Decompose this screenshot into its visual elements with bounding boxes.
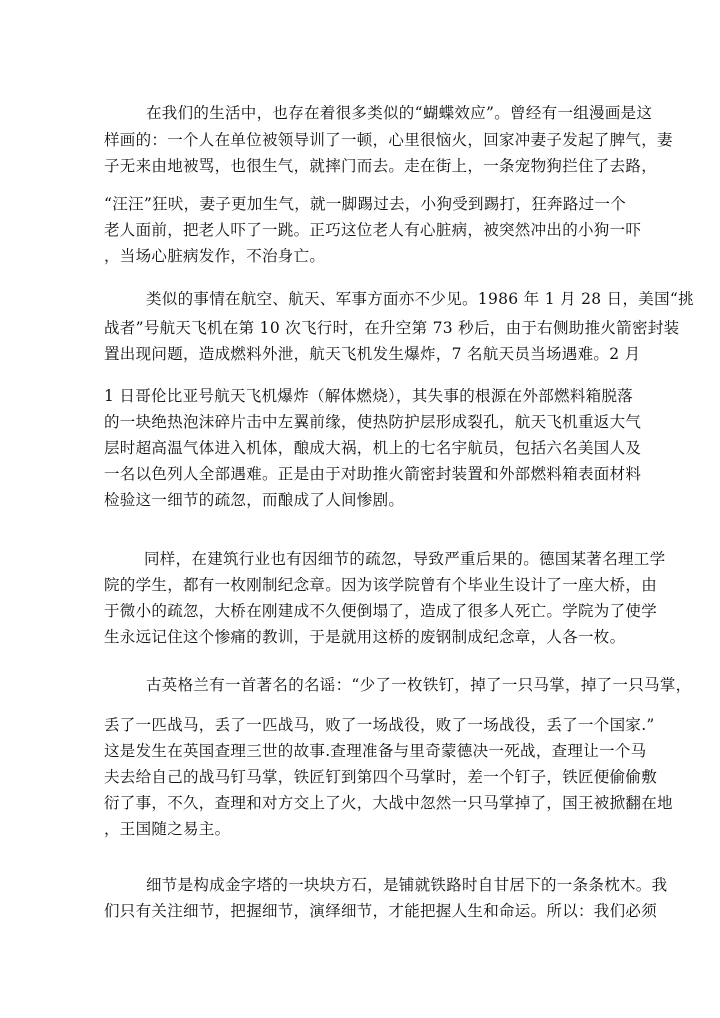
text-line: 同样，在建筑行业也有因细节的疏忽，导致严重后果的。德国某著名理工学	[144, 550, 666, 568]
text-line: 们只有关注细节，把握细节，演绎细节，才能把握人生和命运。所以：我们必须	[104, 902, 658, 920]
text-line: 检验这一细节的疏忽，而酿成了人间惨剧。	[104, 491, 405, 509]
text-line: 生永远记住这个惨痛的教训，于是就用这桥的废钢制成纪念章，人各一枚。	[104, 628, 626, 646]
text-line: 院的学生，都有一枚刚制纪念章。因为该学院曾有个毕业生设计了一座大桥，由	[104, 576, 658, 594]
text-line: 夫去给自己的战马钉马掌，铁匠钉到第四个马掌时，差一个钉子，铁匠便偷偷敷	[104, 768, 658, 786]
text-line: 战者”号航天飞机在第 10 次飞行时，在升空第 73 秒后，由于右侧助推火箭密封装	[104, 319, 680, 337]
text-line: 置出现问题，造成燃料外泄，航天飞机发生爆炸，7 名航天员当场遇难。2 月	[104, 345, 641, 363]
text-line: 于微小的疏忽，大桥在刚建成不久便倒塌了，造成了很多人死亡。学院为了使学	[104, 602, 658, 620]
text-line: 类似的事情在航空、航天、军事方面亦不少见。1986 年 1 月 28 日，美国“挑	[146, 290, 694, 308]
text-line: 这是发生在英国查理三世的故事.查理准备与里奇蒙德决一死战，查理让一个马	[104, 742, 647, 760]
text-line: 衍了事，不久，查理和对方交上了火，大战中忽然一只马掌掉了，国王被掀翻在地	[104, 794, 673, 812]
text-line: ，当场心脏病发作，不治身亡。	[104, 247, 326, 265]
text-line: “汪汪”狂吠，妻子更加生气，就一脚踢过去，小狗受到踢打，狂奔路过一个	[104, 195, 627, 213]
text-line: ，王国随之易主。	[104, 820, 231, 838]
text-line: 1 日哥伦比亚号航天飞机爆炸（解体燃烧），其失事的根源在外部燃料箱脱落	[104, 387, 634, 405]
text-line: 子无来由地被骂，也很生气，就摔门而去。走在街上，一条宠物狗拦住了去路，	[104, 157, 658, 175]
text-line: 的一块绝热泡沫碎片击中左翼前缘，使热防护层形成裂孔，航天飞机重返大气	[104, 413, 642, 431]
text-line: 样画的：一个人在单位被领导训了一顿，心里很恼火，回家冲妻子发起了脾气，妻	[104, 131, 673, 149]
text-line: 老人面前，把老人吓了一跳。正巧这位老人有心脏病，被突然冲出的小狗一吓	[104, 221, 642, 239]
text-line: 在我们的生活中，也存在着很多类似的“蝴蝶效应”。曾经有一组漫画是这	[146, 104, 653, 122]
text-line: 古英格兰有一首著名的名谣：“少了一枚铁钉，掉了一只马掌，掉了一只马掌，	[146, 676, 692, 694]
text-line: 丢了一匹战马，丢了一匹战马，败了一场战役，败了一场战役，丢了一个国家.”	[104, 716, 655, 734]
text-line: 细节是构成金字塔的一块块方石，是铺就铁路时自甘居下的一条条枕木。我	[146, 876, 668, 894]
text-line: 层时超高温气体进入机体，酿成大祸，机上的七名宇航员，包括六名美国人及	[104, 439, 642, 457]
text-line: 一名以色列人全部遇难。正是由于对助推火箭密封装置和外部燃料箱表面材料	[104, 465, 642, 483]
